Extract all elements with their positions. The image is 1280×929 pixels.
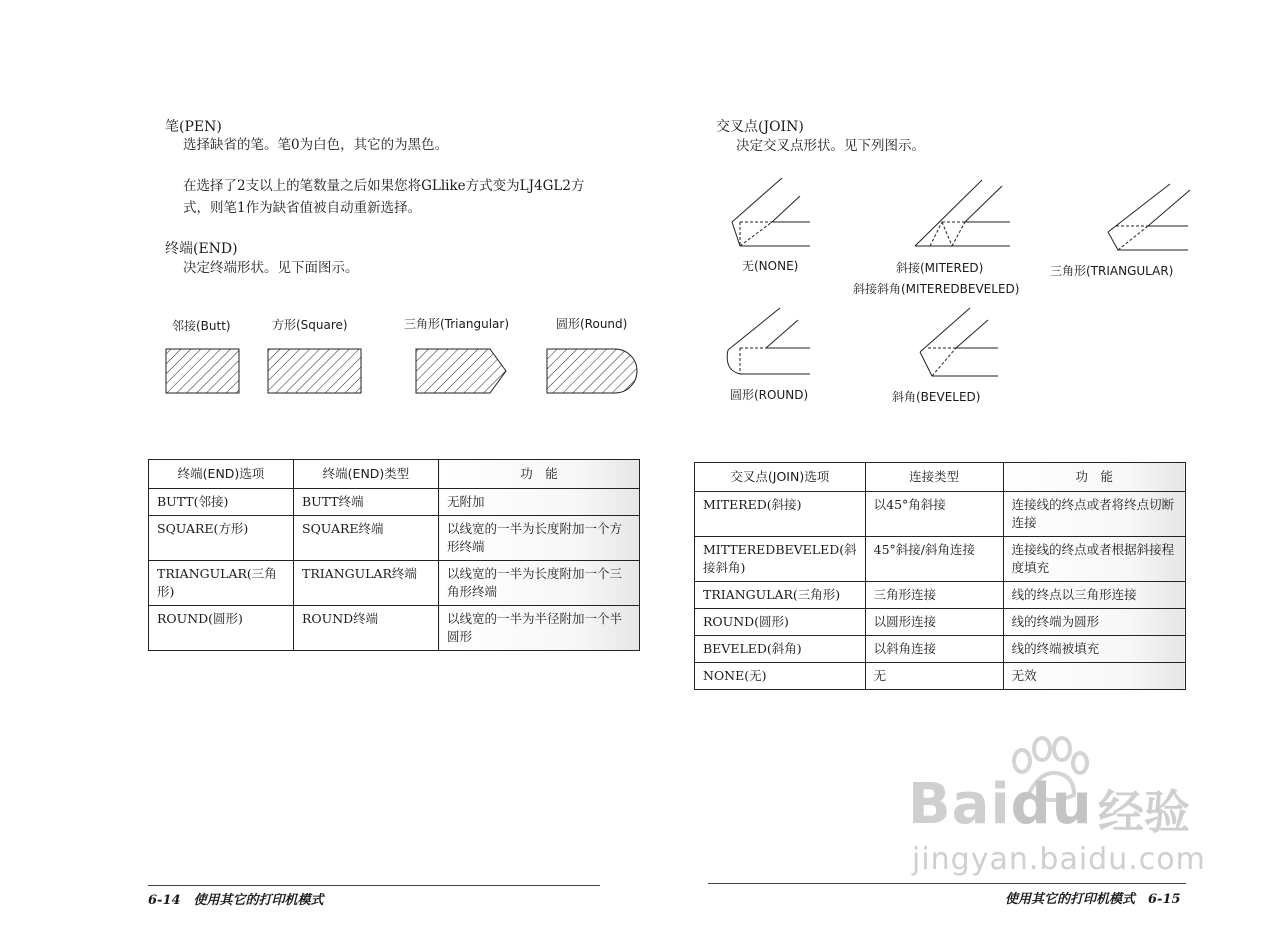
footer-rule-left bbox=[148, 885, 600, 886]
table-cell: 以斜角连接 bbox=[865, 636, 1003, 663]
table-cell: ROUND(圆形) bbox=[695, 609, 866, 636]
end-shapes-figure bbox=[160, 340, 650, 402]
table-cell: 无附加 bbox=[439, 489, 640, 516]
pen-line-1: 选择缺省的笔。笔0为白色，其它的为黑色。 bbox=[183, 137, 449, 153]
watermark-cn: 经验 bbox=[1098, 785, 1190, 839]
table-header-row bbox=[149, 460, 640, 489]
table-cell: NONE(无) bbox=[695, 663, 866, 690]
table-cell: SQUARE终端 bbox=[294, 516, 439, 561]
table-header-cell: 功 能 bbox=[439, 460, 640, 489]
table-row bbox=[695, 636, 1186, 663]
table-cell: SQUARE(方形) bbox=[149, 516, 294, 561]
table-cell: ROUND(圆形) bbox=[149, 606, 294, 651]
table-header-cell: 终端(END)选项 bbox=[149, 460, 294, 489]
table-cell: ROUND终端 bbox=[294, 606, 439, 651]
table-cell: MITERED(斜接) bbox=[695, 492, 866, 537]
table-cell: 连接线的终点或者根据斜接程度填充 bbox=[1003, 537, 1185, 582]
table-cell: MITTEREDBEVELED(斜接斜角) bbox=[695, 537, 866, 582]
join-triangular-diagram bbox=[1108, 184, 1190, 250]
join-beveled-diagram bbox=[920, 308, 998, 376]
end-shape-square bbox=[268, 349, 361, 393]
end-shape-label-round: 圆形(Round) bbox=[556, 317, 628, 331]
table-cell: 无效 bbox=[1003, 663, 1185, 690]
end-shape-triangular bbox=[416, 349, 506, 393]
table-cell: TRIANGULAR终端 bbox=[294, 561, 439, 606]
table-header-cell: 终端(END)类型 bbox=[294, 460, 439, 489]
table-row bbox=[695, 492, 1186, 537]
end-shape-label-square: 方形(Square) bbox=[272, 318, 348, 332]
join-round-diagram bbox=[727, 308, 810, 374]
end-shape-round bbox=[547, 349, 637, 393]
join-none-diagram bbox=[732, 178, 810, 246]
table-cell: 线的终点以三角形连接 bbox=[1003, 582, 1185, 609]
end-shape-label-triangular: 三角形(Triangular) bbox=[404, 317, 510, 331]
table-cell: TRIANGULAR(三角形) bbox=[695, 582, 866, 609]
end-options-table bbox=[148, 459, 640, 651]
watermark-brand-bai: Bai bbox=[908, 772, 1011, 837]
pen-heading: 笔(PEN) bbox=[165, 119, 222, 135]
end-line-1: 决定终端形状。见下面图示。 bbox=[183, 260, 359, 276]
table-row bbox=[695, 609, 1186, 636]
table-cell: BEVELED(斜角) bbox=[695, 636, 866, 663]
watermark-brand bbox=[908, 772, 1093, 837]
table-cell: 以线宽的一半为长度附加一个方形终端 bbox=[439, 516, 640, 561]
table-cell: BUTT(邻接) bbox=[149, 489, 294, 516]
table-cell: 以45°角斜接 bbox=[865, 492, 1003, 537]
table-header-cell: 连接类型 bbox=[865, 463, 1003, 492]
footer-rule-right bbox=[708, 883, 1186, 884]
join-mitered-diagram bbox=[915, 180, 1010, 246]
table-cell: 线的终端为圆形 bbox=[1003, 609, 1185, 636]
join-label-none: 无(NONE) bbox=[742, 259, 799, 273]
end-shape-label-butt: 邻接(Butt) bbox=[172, 319, 231, 333]
table-cell: 以线宽的一半为长度附加一个三角形终端 bbox=[439, 561, 640, 606]
join-label-mitered: 斜接(MITERED) bbox=[896, 261, 984, 275]
table-cell: BUTT终端 bbox=[294, 489, 439, 516]
end-shape-butt bbox=[166, 349, 239, 393]
table-row bbox=[695, 582, 1186, 609]
join-label-beveled: 斜角(BEVELED) bbox=[892, 390, 981, 404]
table-header-cell: 功 能 bbox=[1003, 463, 1185, 492]
watermark-brand-du: du bbox=[1010, 772, 1093, 837]
join-label-mitered-beveled: 斜接斜角(MITEREDBEVELED) bbox=[853, 282, 1020, 296]
join-label-round: 圆形(ROUND) bbox=[730, 388, 809, 402]
watermark-url: jingyan.baidu.com bbox=[912, 842, 1206, 877]
table-cell: 45°斜接/斜角连接 bbox=[865, 537, 1003, 582]
page-footer-right: 使用其它的打印机模式 6-15 bbox=[1005, 892, 1181, 907]
table-cell: 线的终端被填充 bbox=[1003, 636, 1185, 663]
table-cell: 以圆形连接 bbox=[865, 609, 1003, 636]
table-cell: 连接线的终点或者将终点切断连接 bbox=[1003, 492, 1185, 537]
table-header-cell: 交叉点(JOIN)选项 bbox=[695, 463, 866, 492]
table-row bbox=[695, 663, 1186, 690]
table-header-row bbox=[695, 463, 1186, 492]
join-line-1: 决定交叉点形状。见下列图示。 bbox=[736, 138, 925, 154]
table-cell: TRIANGULAR(三角形) bbox=[149, 561, 294, 606]
join-label-triangular: 三角形(TRIANGULAR) bbox=[1050, 264, 1174, 278]
pen-line-2: 在选择了2支以上的笔数量之后如果您将GLlike方式变为LJ4GL2方 bbox=[183, 178, 585, 194]
table-row bbox=[149, 516, 640, 561]
pen-line-3: 式，则笔1作为缺省值被自动重新选择。 bbox=[183, 200, 422, 216]
table-cell: 三角形连接 bbox=[865, 582, 1003, 609]
end-heading: 终端(END) bbox=[165, 241, 238, 257]
table-row bbox=[149, 489, 640, 516]
page-footer-left: 6-14 使用其它的打印机模式 bbox=[148, 893, 324, 908]
table-row bbox=[149, 606, 640, 651]
join-heading: 交叉点(JOIN) bbox=[716, 119, 804, 135]
table-cell: 以线宽的一半为半径附加一个半圆形 bbox=[439, 606, 640, 651]
table-cell: 无 bbox=[865, 663, 1003, 690]
table-row bbox=[149, 561, 640, 606]
join-options-table bbox=[694, 462, 1186, 690]
table-row bbox=[695, 537, 1186, 582]
